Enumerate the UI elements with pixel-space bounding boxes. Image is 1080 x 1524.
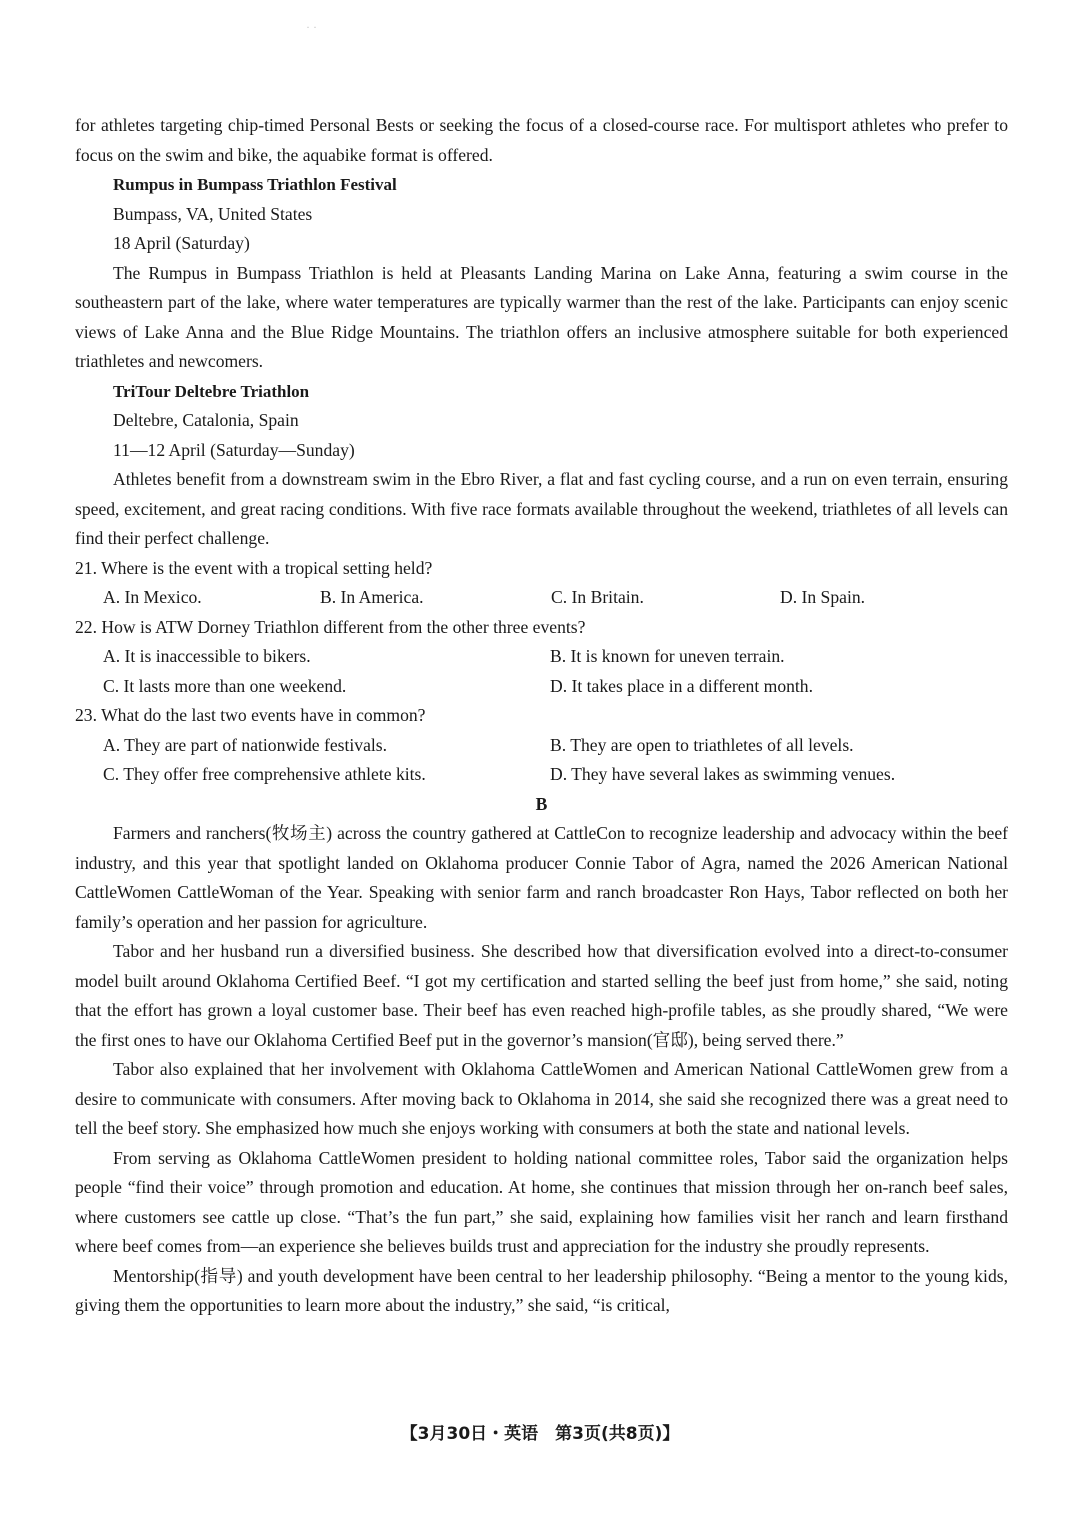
answer-options-row bbox=[103, 672, 1008, 702]
answer-options-row bbox=[103, 731, 1008, 761]
passage-b-paragraph: Tabor also explained that her involvement with Oklahoma CattleWomen and American National CattleWomen grew from a desire to communicate with consumers. After moving back to Oklahoma in 2014, she said she recognized there was a great need to tell the beef story. She emphasized how much she enjoys working with consumers at both the state and national levels. bbox=[75, 1059, 1008, 1138]
event-date: 11—12 April (Saturday—Sunday) bbox=[113, 439, 355, 460]
option-d: D. In Spain. bbox=[780, 587, 866, 607]
option-c: C. It lasts more than one weekend. bbox=[103, 675, 347, 696]
question-stem: 21. Where is the event with a tropical setting held? bbox=[75, 557, 433, 578]
passage-b-paragraph: Tabor and her husband run a diversified business. She described how that diversification evolved into a direct-to-consumer model built around Oklahoma Certified Beef. “I got my certification and started selling the beef just from home,” she said, noting that the effort has grown a loyal customer base. Their beef has even reached high-profile tables, as she proudly shared, “We were the first ones to have our Oklahoma Certified Beef put in the governor’s mansion(官邸), being served there.” bbox=[75, 941, 1008, 1050]
question-stem: 23. What do the last two events have in common? bbox=[75, 705, 426, 725]
scan-speck: · · bbox=[306, 20, 317, 34]
page-footer: 【3月30日・英语 第3页(共8页)】 bbox=[400, 1424, 680, 1444]
option-a: A. They are part of nationwide festivals. bbox=[103, 734, 388, 755]
section-b-label: B bbox=[535, 793, 548, 814]
option-a: A. It is inaccessible to bikers. bbox=[103, 646, 311, 666]
option-b: B. It is known for uneven terrain. bbox=[550, 646, 785, 666]
passage-b-paragraph: Farmers and ranchers(牧场主) across the country gathered at CattleCon to recognize leadership and advocacy within the beef industry, and this year that spotlight landed on Oklahoma producer Connie Tabor of Agra, named the 2026 American National CattleWomen CattleWoman of the Year. Speaking with senior farm and ranch broadcaster Ron Hays, Tabor reflected on both her family’s operation and her passion for agriculture. bbox=[75, 823, 1008, 932]
question-21 bbox=[75, 554, 1008, 613]
option-b: B. In America. bbox=[320, 587, 424, 607]
page-content bbox=[75, 111, 1008, 1321]
question-stem: 22. How is ATW Dorney Triathlon different from the other three events? bbox=[75, 616, 586, 637]
event-description: The Rumpus in Bumpass Triathlon is held at Pleasants Landing Marina on Lake Anna, featuring a swim course in the southeastern part of the lake, where water temperatures are typically warmer than the rest of the lake. Participants can enjoy scenic views of Lake Anna and the Blue Ridge Mountains. The triathlon offers an inclusive atmosphere suitable for both experienced triathletes and newcomers. bbox=[75, 262, 1008, 371]
passage-b-paragraph: From serving as Oklahoma CattleWomen president to holding national committee roles, Tabor said the organization helps people “find their voice” through promotion and education. At home, she continues that mission through her on-ranch beef sales, where customers see cattle up close. “That’s the fun part,” she said, explaining how families visit her ranch and learn firsthand where beef comes from—an experience she believes builds trust and appreciation for the industry she proudly represents. bbox=[75, 1147, 1008, 1256]
option-c: C. They offer free comprehensive athlete kits. bbox=[103, 764, 426, 784]
event-date: 18 April (Saturday) bbox=[113, 233, 250, 253]
event-location: Bumpass, VA, United States bbox=[113, 203, 313, 224]
passage-b-paragraph: Mentorship(指导) and youth development have been central to her leadership philosophy. “Being a mentor to the young kids, giving them the opportunities to learn more about the industry,” she said, “is critical, bbox=[75, 1265, 1008, 1315]
answer-options bbox=[103, 583, 1008, 613]
answer-options-row bbox=[103, 642, 1008, 672]
question-22 bbox=[75, 613, 1008, 702]
passage-a-continuation: for athletes targeting chip-timed Personal Bests or seeking the focus of a closed-course race. For multisport athletes who prefer to focus on the swim and bike, the aquabike format is offered. bbox=[75, 115, 1008, 165]
option-c: C. In Britain. bbox=[551, 587, 644, 607]
answer-options-row bbox=[103, 760, 1008, 790]
event-title: TriTour Deltebre Triathlon bbox=[113, 381, 310, 401]
option-a: A. In Mexico. bbox=[103, 587, 202, 607]
event-description: Athletes benefit from a downstream swim in the Ebro River, a flat and fast cycling course, and a run on even terrain, ensuring speed, excitement, and great racing conditions. With five race formats available throughout the weekend, triathletes of all levels can find their perfect challenge. bbox=[75, 469, 1008, 548]
event-rumpus bbox=[75, 170, 1008, 377]
option-d: D. They have several lakes as swimming venues. bbox=[550, 764, 896, 784]
option-b: B. They are open to triathletes of all levels. bbox=[550, 734, 854, 755]
question-23 bbox=[75, 701, 1008, 790]
event-location: Deltebre, Catalonia, Spain bbox=[113, 410, 299, 430]
event-title: Rumpus in Bumpass Triathlon Festival bbox=[113, 175, 397, 194]
event-tritour bbox=[75, 377, 1008, 554]
option-d: D. It takes place in a different month. bbox=[550, 675, 814, 696]
